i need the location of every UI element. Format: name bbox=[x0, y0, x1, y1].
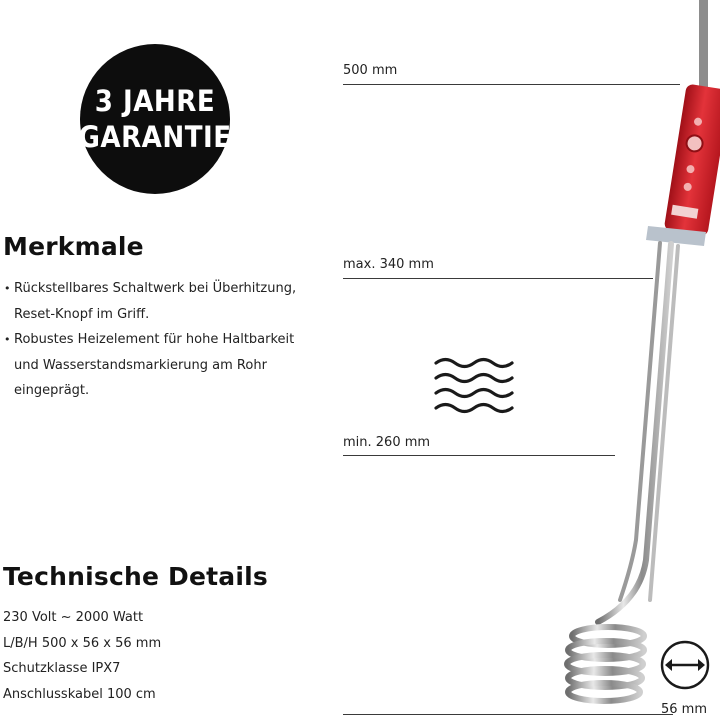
water-waves-icon bbox=[436, 360, 512, 412]
rod-outer bbox=[598, 244, 671, 622]
double-arrow-icon bbox=[662, 642, 708, 688]
guarantee-badge bbox=[80, 44, 230, 194]
dimension-max-line bbox=[343, 278, 653, 279]
tech-list bbox=[3, 605, 161, 707]
feature-item: • Rückstellbares Schaltwerk bei Überhitzung, Reset-Knopf im Griff. bbox=[4, 276, 304, 327]
spec-item: Anschlusskabel 100 cm bbox=[3, 686, 156, 702]
heating-coil bbox=[567, 627, 644, 701]
dimension-bottom-line bbox=[343, 714, 673, 715]
dimension-min-line bbox=[343, 455, 615, 456]
features-heading: Merkmale bbox=[3, 232, 144, 261]
handle bbox=[664, 83, 720, 236]
cable bbox=[699, 0, 708, 95]
dimension-total-label: 500 mm bbox=[343, 63, 398, 78]
dimension-max-label: max. 340 mm bbox=[343, 257, 434, 272]
dimension-diameter-label: 56 mm bbox=[661, 702, 708, 717]
spec-item: L/B/H 500 x 56 x 56 mm bbox=[3, 635, 162, 651]
badge-line-2: GARANTIE bbox=[78, 120, 232, 154]
spec-item: 230 Volt ~ 2000 Watt bbox=[3, 610, 144, 625]
tech-heading: Technische Details bbox=[3, 562, 268, 591]
dimension-total-line bbox=[343, 84, 680, 85]
spec-item: Schutzklasse IPX7 bbox=[3, 661, 121, 676]
feature-item: • Robustes Heizelement für hohe Haltbarkeit und Wasserstandsmarkierung am Rohr eingeprägt. bbox=[4, 327, 304, 404]
badge-line-1: 3 JAHRE bbox=[94, 84, 216, 118]
features-list bbox=[4, 276, 304, 404]
dimension-min-label: min. 260 mm bbox=[343, 435, 431, 450]
